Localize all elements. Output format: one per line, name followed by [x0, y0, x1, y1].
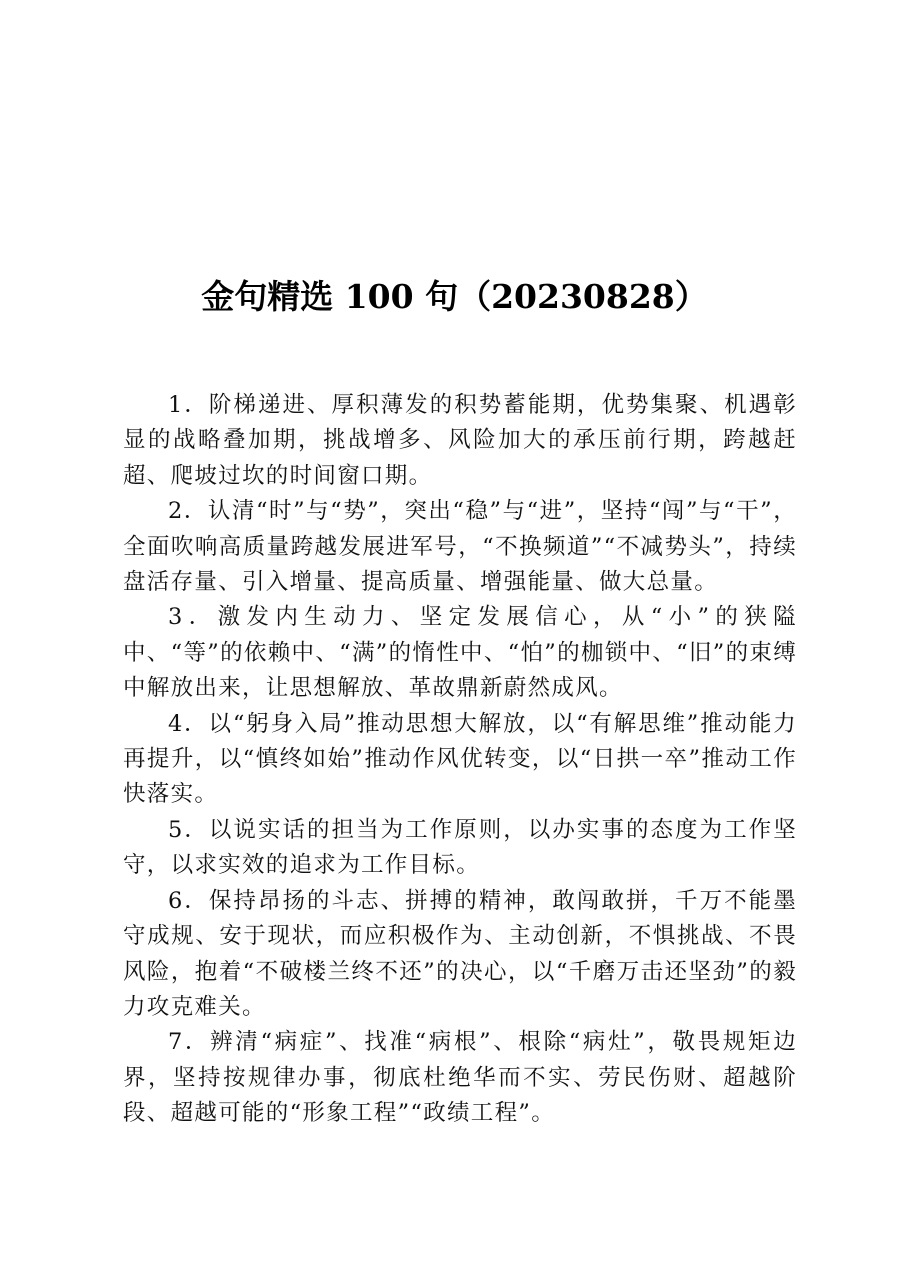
paragraph-2: 2．认清“时”与“势”，突出“稳”与“进”，坚持“闯”与“干”，全面吹响高质量跨越发展进军号，“不换频道”“不减势头”，持续盘活存量、引入增量、提高质量、增强能量、做大总量。 — [123, 498, 797, 596]
paragraph-5: 5．以说实话的担当为工作原则，以办实事的态度为工作坚守，以求实效的追求为工作目标。 — [123, 816, 797, 879]
paragraph-6: 6．保持昂扬的斗志、拼搏的精神，敢闯敢拼，千万不能墨守成规、安于现状，而应积极作为、主动创新，不惧挑战、不畏风险，抱着“不破楼兰终不还”的决心，以“千磨万击还坚劲”的毅力攻克难关。 — [123, 887, 797, 1020]
paragraph-3: 3．激发内生动力、坚定发展信心，从“小”的狭隘中、“等”的依赖中、“满”的惰性中、“怕”的枷锁中、“旧”的束缚中解放出来，让思想解放、革故鼎新蔚然成风。 — [123, 604, 797, 702]
document-title: 金句精选 100 句（20230828） — [201, 277, 708, 316]
document-body — [123, 388, 797, 1132]
paragraph-1: 1．阶梯递进、厚积薄发的积势蓄能期，优势集聚、机遇彰显的战略叠加期，挑战增多、风险加大的承压前行期，跨越赶超、爬坡过坎的时间窗口期。 — [123, 392, 797, 489]
paragraph-4: 4．以“躬身入局”推动思想大解放，以“有解思维”推动能力再提升，以“慎终如始”推动作风优转变，以“日拱一卒”推动工作快落实。 — [123, 710, 797, 808]
paragraph-7: 7．辨清“病症”、找准“病根”、根除“病灶”，敬畏规矩边界，坚持按规律办事，彻底杜绝华而不实、劳民伤财、超越阶段、超越可能的“形象工程”“政绩工程”。 — [123, 1029, 797, 1127]
